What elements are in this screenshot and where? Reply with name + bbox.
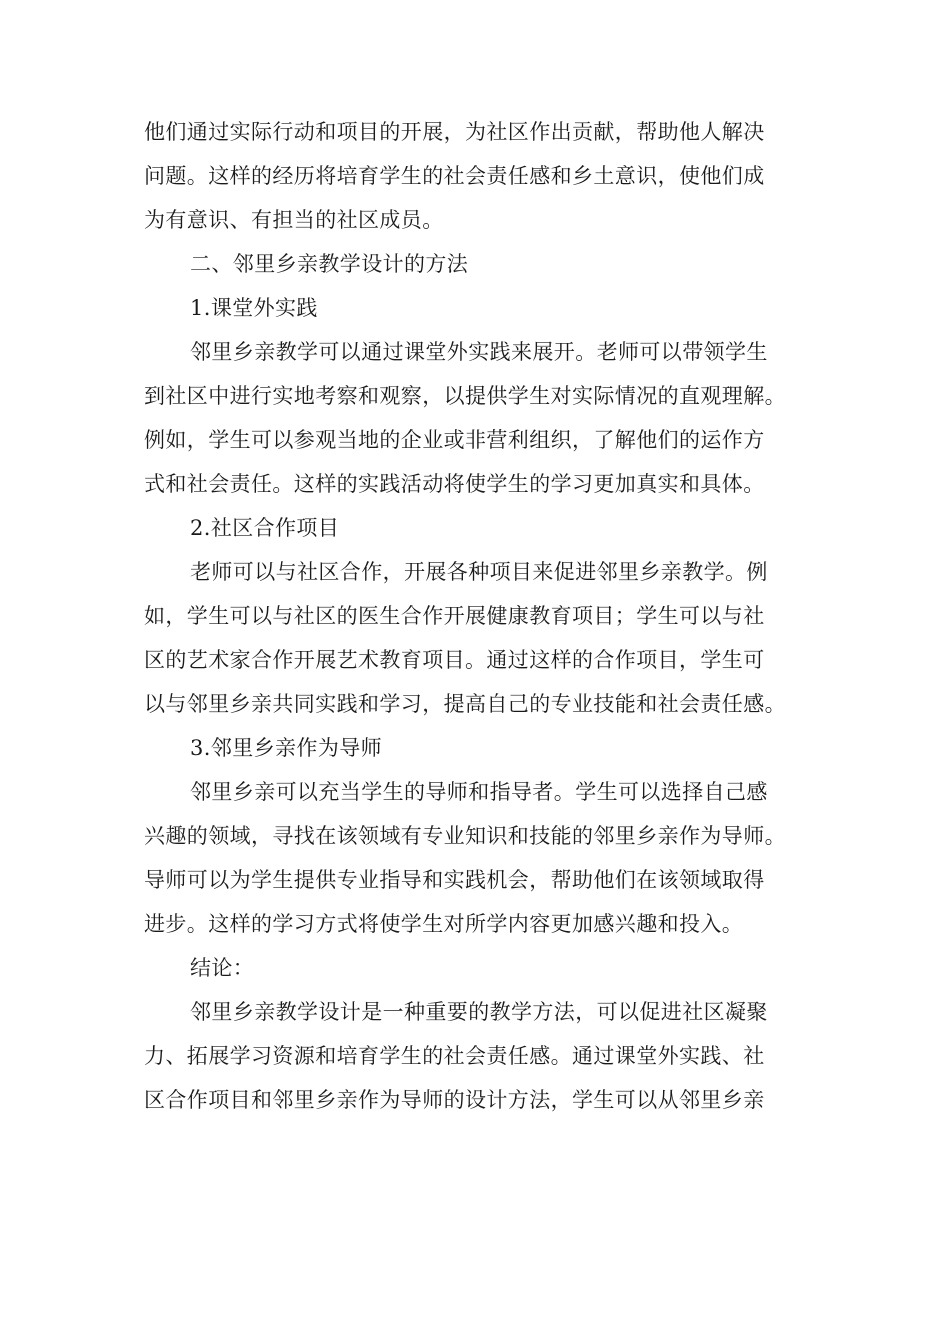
text-line: 邻里乡亲可以充当学生的导师和指导者。学生可以选择自己感 <box>190 780 768 804</box>
text-line: 如，学生可以与社区的医生合作开展健康教育项目；学生可以与社 <box>144 604 765 628</box>
text-line: 以与邻里乡亲共同实践和学习，提高自己的专业技能和社会责任感。 <box>144 692 786 716</box>
text-line: 区合作项目和邻里乡亲作为导师的设计方法，学生可以从邻里乡亲 <box>144 1088 765 1112</box>
document-body <box>144 110 814 1122</box>
conclusion-heading: 结论： <box>190 956 255 980</box>
text-line: 邻里乡亲教学设计是一种重要的教学方法，可以促进社区凝聚 <box>190 1000 768 1024</box>
text-line: 兴趣的领域，寻找在该领域有专业知识和技能的邻里乡亲作为导师。 <box>144 824 786 848</box>
paragraph-community-projects <box>144 550 814 726</box>
text-line: 问题。这样的经历将培育学生的社会责任感和乡土意识，使他们成 <box>144 164 765 188</box>
text-line: 例如，学生可以参观当地的企业或非营利组织，了解他们的运作方 <box>144 428 765 452</box>
text-line: 进步。这样的学习方式将使学生对所学内容更加感兴趣和投入。 <box>144 912 744 936</box>
subsection-heading: 1.课堂外实践 <box>190 296 318 320</box>
subsection-heading: 3.邻里乡亲作为导师 <box>190 736 383 760</box>
paragraph-conclusion <box>144 990 814 1122</box>
text-line: 邻里乡亲教学可以通过课堂外实践来展开。老师可以带领学生 <box>190 340 768 364</box>
paragraph-neighbors-as-mentors <box>144 770 814 946</box>
subsection-heading: 2.社区合作项目 <box>190 516 340 540</box>
paragraph-continuation <box>144 110 814 242</box>
text-line: 力、拓展学习资源和培育学生的社会责任感。通过课堂外实践、社 <box>144 1044 765 1068</box>
text-line: 他们通过实际行动和项目的开展，为社区作出贡献，帮助他人解决 <box>144 120 765 144</box>
section-heading: 二、邻里乡亲教学设计的方法 <box>190 252 469 276</box>
text-line: 区的艺术家合作开展艺术教育项目。通过这样的合作项目，学生可 <box>144 648 765 672</box>
paragraph-outdoor-practice <box>144 330 814 506</box>
text-line: 到社区中进行实地考察和观察，以提供学生对实际情况的直观理解。 <box>144 384 786 408</box>
text-line: 老师可以与社区合作，开展各种项目来促进邻里乡亲教学。例 <box>190 560 768 584</box>
text-line: 式和社会责任。这样的实践活动将使学生的学习更加真实和具体。 <box>144 472 765 496</box>
text-line: 为有意识、有担当的社区成员。 <box>144 208 444 232</box>
text-line: 导师可以为学生提供专业指导和实践机会，帮助他们在该领域取得 <box>144 868 765 892</box>
